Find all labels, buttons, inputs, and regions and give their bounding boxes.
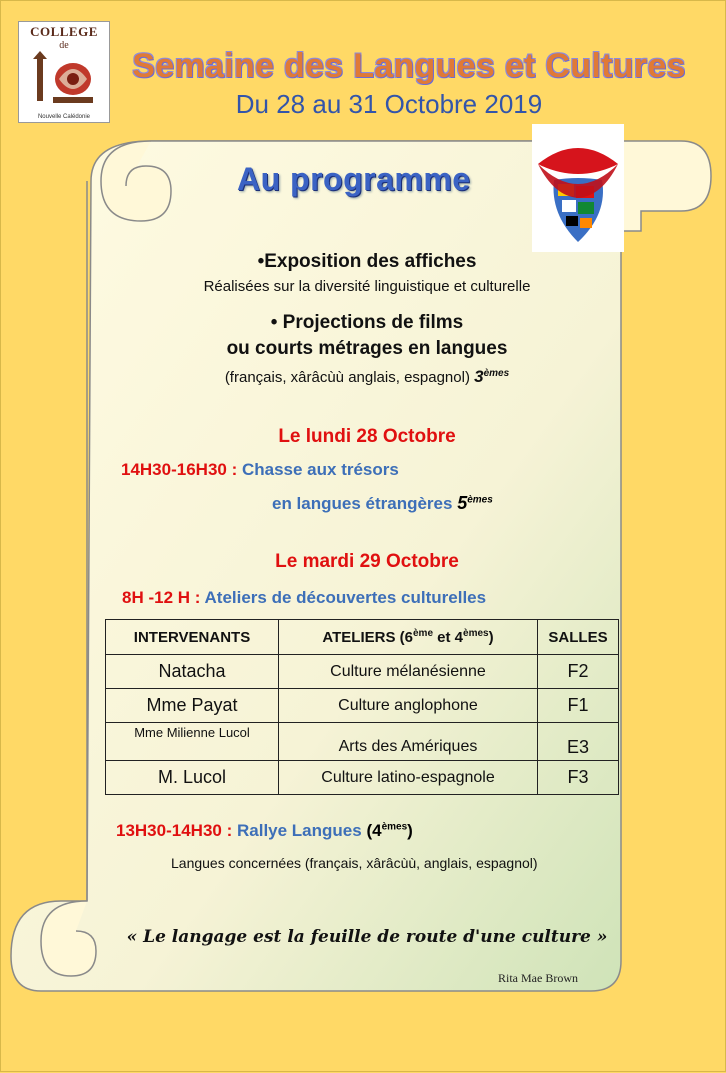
logo-subtitle: Nouvelle Calédonie [37, 114, 91, 120]
header-ateliers-b: et 4 [433, 629, 464, 646]
cell-atelier: Culture latino-espagnole [279, 761, 538, 795]
header-ateliers-a: ATELIERS (6 [322, 629, 413, 646]
monday-level: 5 [457, 493, 468, 513]
table-row [106, 761, 619, 795]
cell-salle: E3 [538, 723, 619, 761]
poster-dates: Du 28 au 31 Octobre 2019 [235, 89, 543, 119]
quote-author: Rita Mae Brown [498, 971, 578, 985]
item1-title: •Exposition des affiches [257, 251, 477, 272]
cell-atelier: Arts des Amériques [279, 723, 538, 761]
monday-time: 14H30-16H30 : [121, 460, 238, 479]
logo-college-text: COLLEGE [30, 24, 98, 39]
cell-atelier: Culture anglophone [279, 689, 538, 723]
header-ateliers-c: ) [488, 629, 494, 646]
table-header-row [106, 620, 619, 655]
rallye-level-b: ) [407, 821, 413, 840]
item2-desc: (français, xârâcùù anglais, espagnol) [224, 369, 470, 386]
header-ateliers [279, 620, 538, 655]
rallye-time: 13H30-14H30 : [116, 821, 233, 840]
monday-activity-line1: Chasse aux trésors [241, 460, 399, 479]
header-ateliers-sup1: ème [412, 628, 433, 639]
tuesday-date: Le mardi 29 Octobre [275, 551, 459, 572]
cell-salle: F3 [538, 761, 619, 795]
logo-de-text: de [59, 40, 69, 51]
cell-who: Mme Payat [106, 689, 279, 723]
monday-date: Le lundi 28 Octobre [278, 426, 456, 447]
item2-desc-line [87, 367, 647, 387]
rallye-line [116, 821, 413, 841]
cell-who: M. Lucol [106, 761, 279, 795]
header-ateliers-sup2: èmes [463, 628, 489, 639]
rallye-level-sup: èmes [381, 821, 408, 833]
monday-level-sup: èmes [467, 494, 493, 506]
rallye-activity: Rallye Langues [236, 821, 362, 840]
item1-desc: Réalisées sur la diversité linguistique et culturelle [203, 278, 531, 295]
quote-text: « Le langage est la feuille de route d'une culture » [126, 927, 608, 947]
workshops-table [105, 619, 619, 795]
item2-title-line1: • Projections de films [270, 312, 464, 333]
lips-icon [532, 124, 624, 252]
cell-who: Natacha [106, 655, 279, 689]
item2-level-sup: èmes [483, 368, 510, 379]
tuesday-time: 8H -12 H : [122, 588, 201, 607]
rallye-desc: Langues concernées (français, xârâcùù, anglais, espagnol) [171, 855, 538, 871]
item2-title-line2: ou courts métrages en langues [226, 338, 508, 359]
table-row [106, 723, 619, 761]
header-salles: SALLES [538, 620, 619, 655]
table-row [106, 689, 619, 723]
rallye-level-a: (4 [366, 821, 382, 840]
flags-lips-image [532, 124, 624, 252]
table-row [106, 655, 619, 689]
header-intervenants: INTERVENANTS [106, 620, 279, 655]
cell-salle: F2 [538, 655, 619, 689]
monday-activity-line2: en langues étrangères [272, 494, 453, 513]
cell-salle: F1 [538, 689, 619, 723]
cell-atelier: Culture mélanésienne [279, 655, 538, 689]
monday-line2 [272, 493, 493, 514]
poster-title: Semaine des Langues et Cultures [132, 47, 686, 85]
monday-line1 [121, 460, 399, 480]
item2-level: 3 [474, 367, 484, 386]
tuesday-line [122, 588, 486, 608]
tuesday-activity: Ateliers de découvertes culturelles [204, 588, 487, 607]
program-heading: Au programme [237, 161, 471, 197]
cell-who: Mme Milienne Lucol [106, 723, 279, 761]
